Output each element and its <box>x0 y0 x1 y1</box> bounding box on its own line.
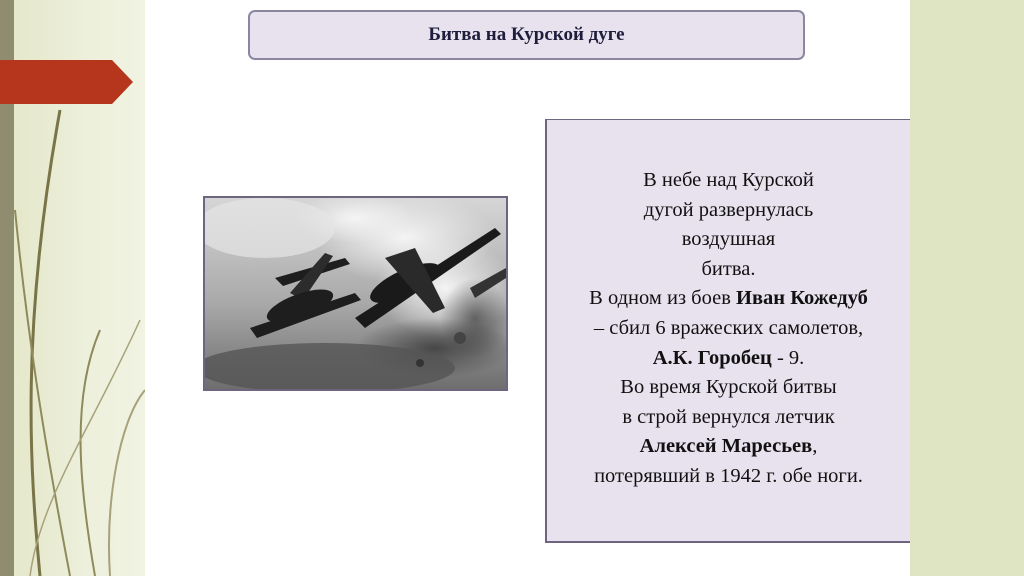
panel-line: в строй вернулся летчик <box>622 405 835 428</box>
panel-text: , <box>812 435 818 458</box>
photo-image <box>205 198 506 389</box>
title-box <box>248 10 805 60</box>
page-title: Битва на Курской дуге <box>428 24 625 45</box>
panel-text: - 9. <box>771 346 805 369</box>
pilot-name-maresyev: Алексей Маресьев <box>639 435 813 458</box>
panel-line: потерявший в 1942 г. обе ноги. <box>594 464 863 487</box>
right-decor-band <box>910 0 1024 576</box>
panel-line-gorobets <box>547 344 910 374</box>
panel-text: В одном из боев <box>589 287 737 310</box>
pilot-name-gorobets: А.К. Горобец <box>652 346 772 369</box>
panel-line: Во время Курской битвы <box>620 376 837 399</box>
panel-line: битва. <box>701 257 756 280</box>
pilot-name-kozhedub: Иван Кожедуб <box>736 287 868 310</box>
panel-line-kozhedub <box>547 284 910 314</box>
air-battle-photo <box>203 196 508 391</box>
panel-line-maresyev <box>547 432 910 462</box>
panel-line: В небе над Курской <box>643 169 814 191</box>
panel-line: дугой развернулась <box>643 198 814 221</box>
arrow-icon <box>0 60 133 104</box>
panel-line: воздушная <box>681 228 776 251</box>
info-text-panel <box>545 119 910 543</box>
panel-line: – сбил 6 вражеских самолетов, <box>593 316 864 339</box>
